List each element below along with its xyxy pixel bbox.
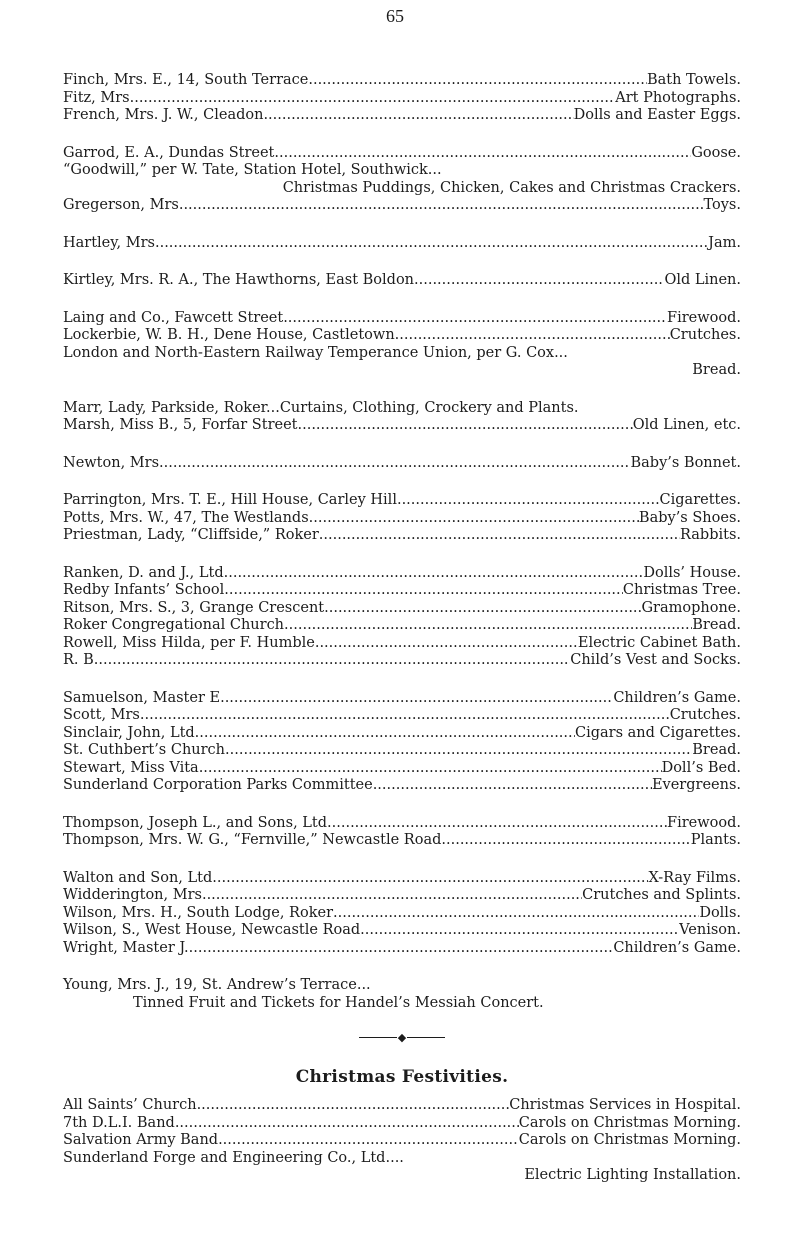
list-entry <box>63 90 741 108</box>
donor-group <box>63 72 741 125</box>
entry-line <box>63 1150 741 1168</box>
donated-item: Art Photographs. <box>615 89 741 106</box>
dot-leader <box>441 832 690 850</box>
dot-leader <box>189 940 614 958</box>
section-title: Christmas Festivities. <box>295 1067 509 1087</box>
donated-item: Rabbits. <box>680 527 741 543</box>
donated-item: Old Linen, etc. <box>632 417 741 433</box>
donor-group <box>63 272 741 290</box>
list-entry <box>63 977 741 1012</box>
donor-group <box>63 400 741 435</box>
dot-leader <box>207 887 583 905</box>
dot-leader <box>298 417 633 435</box>
entry-line <box>63 345 741 363</box>
donor-name: Newton, Mrs. <box>63 454 164 471</box>
donor-name: Scott, Mrs. <box>63 707 145 723</box>
list-entry <box>63 197 741 215</box>
list-entry <box>63 635 741 653</box>
entry-line <box>63 617 741 635</box>
donor-name: St. Cuthbert’s Church <box>63 742 226 758</box>
entry-line <box>63 940 741 958</box>
donor-group <box>63 455 741 473</box>
entry-line <box>63 90 741 108</box>
donor-group <box>63 815 741 850</box>
dot-leader <box>183 197 703 215</box>
donor-name: Lockerbie, W. B. H., Dene House, Castletown <box>63 327 395 343</box>
entry-line <box>63 455 741 473</box>
entry-line <box>63 707 741 725</box>
entry-line <box>63 887 741 905</box>
dot-leader <box>164 455 631 473</box>
list-entry <box>63 905 741 923</box>
donated-item: Doll’s Bed. <box>661 759 741 776</box>
entry-line <box>63 832 741 850</box>
entry-line <box>63 162 741 180</box>
donated-item: Cigars and Cigarettes. <box>575 724 741 741</box>
donor-group <box>63 870 741 958</box>
list-entry <box>63 582 741 600</box>
entry-line <box>63 977 741 995</box>
donations-list <box>63 72 741 1185</box>
donor-group <box>63 145 741 215</box>
dot-leader <box>373 777 652 795</box>
entry-line <box>63 690 741 708</box>
entry-line <box>63 72 741 90</box>
list-entry <box>63 652 741 670</box>
dot-leader <box>199 725 575 743</box>
dot-leader <box>333 905 699 923</box>
list-entry <box>63 777 741 795</box>
list-entry <box>63 617 741 635</box>
list-entry <box>63 760 741 778</box>
entry-line <box>63 527 741 545</box>
list-entry <box>63 1115 741 1133</box>
donated-item: Bath Towels. <box>646 72 741 88</box>
dot-leader <box>199 760 662 778</box>
list-entry <box>63 327 741 345</box>
dot-leader <box>225 690 614 708</box>
donor-name: London and North-Eastern Railway Temperance Union, per G. Cox... <box>63 344 568 361</box>
donor-name: Roker Congregational Church <box>63 617 285 633</box>
entry-line <box>63 905 741 923</box>
list-entry <box>63 310 741 328</box>
donor-name: R. B. <box>63 652 99 668</box>
dot-leader <box>414 272 664 290</box>
donated-item: Electric Cabinet Bath. <box>577 634 741 651</box>
donated-item: Baby’s Bonnet. <box>630 454 741 471</box>
donated-item: Jam. <box>708 234 741 251</box>
entry-line <box>63 565 741 583</box>
list-entry <box>63 527 741 545</box>
entry-line <box>63 235 741 253</box>
dot-leader <box>332 815 667 833</box>
donor-name: Marr, Lady, Parkside, Roker...Curtains, Clothing, Crockery and Plants. <box>63 399 579 416</box>
donor-name: Sunderland Corporation Parks Committee <box>63 777 373 793</box>
donor-name: Thompson, Mrs. W. G., “Fernville,” Newcastle Road <box>63 832 442 848</box>
entry-line <box>63 510 741 528</box>
dot-leader <box>225 742 692 760</box>
donated-item: Goose. <box>691 144 741 161</box>
list-entry <box>63 1150 741 1185</box>
donor-name: Parrington, Mrs. T. E., Hill House, Carley Hill <box>63 492 397 508</box>
entry-line <box>63 777 741 795</box>
donor-name: “Goodwill,” per W. Tate, Station Hotel, Southwick... <box>63 162 442 178</box>
donated-item-continuation: Electric Lighting Installation. <box>524 1167 741 1183</box>
entry-line <box>63 635 741 653</box>
page-number: 65 <box>386 6 404 26</box>
dot-leader <box>145 707 670 725</box>
donor-group <box>63 690 741 795</box>
donated-item: Firewood. <box>667 814 741 831</box>
donor-name: Sunderland Forge and Engineering Co., Ltd.... <box>63 1149 404 1166</box>
list-entry <box>63 1132 741 1150</box>
list-entry <box>63 72 741 90</box>
entry-line <box>63 1097 741 1115</box>
donated-item: Old Linen. <box>664 272 741 288</box>
donor-name: Priestman, Lady, “Cliffside,” Roker <box>63 527 319 543</box>
list-entry <box>63 870 741 888</box>
list-entry <box>63 510 741 528</box>
dot-leader <box>284 617 692 635</box>
donated-item: Child’s Vest and Socks. <box>570 652 741 668</box>
donor-name: Potts, Mrs. W., 47, The Westlands <box>63 509 309 526</box>
donor-group <box>63 977 741 1012</box>
list-entry <box>63 400 741 418</box>
section-divider <box>63 1032 741 1043</box>
entry-line <box>63 310 741 328</box>
donated-item: Dolls’ House. <box>643 564 741 581</box>
donor-group <box>63 235 741 253</box>
dot-leader <box>160 235 709 253</box>
entry-line <box>63 1132 741 1150</box>
dot-leader <box>175 1115 519 1133</box>
list-entry <box>63 145 741 163</box>
list-entry <box>63 1097 741 1115</box>
list-entry <box>63 272 741 290</box>
entry-line <box>63 400 741 418</box>
donated-item: Venison. <box>679 922 741 938</box>
entry-line <box>63 582 741 600</box>
entry-line <box>63 107 741 125</box>
dot-leader <box>98 652 570 670</box>
festivities-list <box>63 1097 741 1185</box>
donated-item-continuation: Bread. <box>692 362 741 378</box>
entry-line <box>63 600 741 618</box>
dot-leader <box>397 492 660 510</box>
donated-item: Crutches. <box>669 327 741 343</box>
donated-item: Baby’s Shoes. <box>638 509 741 526</box>
donated-item-continuation: Christmas Puddings, Chicken, Cakes and Christmas Crackers. <box>282 179 741 196</box>
donated-item: Gramophone. <box>641 599 741 616</box>
list-entry <box>63 707 741 725</box>
entry-line <box>63 652 741 670</box>
donor-name: 7th D.L.I. Band <box>63 1114 175 1131</box>
donated-item: Crutches and Splints. <box>582 887 741 903</box>
donor-name: Samuelson, Master E. <box>63 689 225 706</box>
donor-groups <box>63 72 741 1012</box>
donor-name: Wilson, S., West House, Newcastle Road <box>63 922 361 938</box>
donor-name: Finch, Mrs. E., 14, South Terrace <box>63 72 309 88</box>
donor-name: All Saints’ Church <box>63 1097 197 1113</box>
donor-name: Salvation Army Band <box>63 1132 219 1148</box>
donated-item: Firewood. <box>667 309 741 326</box>
dot-leader <box>274 145 691 163</box>
dot-leader <box>319 527 680 545</box>
entry-line <box>63 272 741 290</box>
donated-item: Dolls. <box>699 904 741 921</box>
donor-name: Kirtley, Mrs. R. A., The Hawthorns, East Boldon <box>63 272 415 288</box>
donated-item: Carols on Christmas Morning. <box>518 1132 741 1148</box>
list-entry <box>63 162 741 197</box>
entry-line <box>63 1115 741 1133</box>
dot-leader <box>134 90 615 108</box>
dot-leader <box>283 310 667 328</box>
dot-leader <box>308 72 647 90</box>
diamond-ornament-icon: ◆ <box>397 1031 407 1044</box>
divider-rule-left <box>359 1037 397 1038</box>
list-entry <box>63 565 741 583</box>
list-entry <box>63 417 741 435</box>
donor-group <box>63 492 741 545</box>
donated-item: Children’s Game. <box>613 939 741 956</box>
list-entry <box>63 492 741 510</box>
donated-item: Dolls and Easter Eggs. <box>573 107 741 123</box>
list-entry <box>63 815 741 833</box>
list-entry <box>63 455 741 473</box>
entry-line <box>63 760 741 778</box>
donated-item: Plants. <box>690 832 741 848</box>
dot-leader <box>395 327 670 345</box>
entry-line <box>63 922 741 940</box>
donated-item: Evergreens. <box>651 777 741 793</box>
donated-item: Carols on Christmas Morning. <box>518 1114 741 1131</box>
entry-line <box>63 815 741 833</box>
list-entry <box>63 922 741 940</box>
donated-item: Bread. <box>692 617 741 633</box>
divider-rule-right <box>407 1037 445 1038</box>
dot-leader <box>224 582 623 600</box>
donor-group <box>63 310 741 380</box>
list-entry <box>63 832 741 850</box>
list-entry <box>63 345 741 380</box>
list-entry <box>63 725 741 743</box>
donated-item: Children’s Game. <box>613 689 741 706</box>
donor-name: Thompson, Joseph L., and Sons, Ltd. <box>63 814 332 831</box>
donated-item-continuation: Tinned Fruit and Tickets for Handel’s Messiah Concert. <box>133 994 544 1011</box>
dot-leader <box>309 510 639 528</box>
entry-line <box>63 725 741 743</box>
dot-leader <box>228 565 643 583</box>
donor-name: Redby Infants’ School <box>63 582 225 598</box>
donor-name: Walton and Son, Ltd. <box>63 869 217 886</box>
donated-item: Christmas Tree. <box>622 582 741 598</box>
entry-line <box>63 197 741 215</box>
donated-item: Bread. <box>692 742 741 758</box>
donor-name: Young, Mrs. J., 19, St. Andrew’s Terrace... <box>63 977 371 993</box>
donor-name: French, Mrs. J. W., Cleadon <box>63 107 264 123</box>
donor-name: Laing and Co., Fawcett Street <box>63 309 284 326</box>
donor-name: Stewart, Miss Vita <box>63 759 199 776</box>
donor-name: Hartley, Mrs. <box>63 234 160 251</box>
donor-name: Ranken, D. and J., Ltd. <box>63 564 229 581</box>
entry-line <box>63 742 741 760</box>
donor-name: Sinclair, John, Ltd. <box>63 724 200 741</box>
list-entry <box>63 742 741 760</box>
entry-line <box>63 417 741 435</box>
dot-leader <box>360 922 679 940</box>
donated-item: X-Ray Films. <box>648 869 741 886</box>
dot-leader <box>324 600 641 618</box>
donor-name: Wright, Master J. <box>63 939 189 956</box>
donor-group <box>63 565 741 670</box>
list-entry <box>63 600 741 618</box>
dot-leader <box>217 870 649 888</box>
donor-name: Wilson, Mrs. H., South Lodge, Roker <box>63 904 334 921</box>
donor-name: Fitz, Mrs. <box>63 89 135 106</box>
dot-leader <box>315 635 578 653</box>
donated-item: Christmas Services in Hospital. <box>509 1097 741 1113</box>
entry-line <box>63 870 741 888</box>
donated-item: Crutches. <box>669 707 741 723</box>
donor-name: Garrod, E. A., Dundas Street <box>63 144 275 161</box>
donor-name: Marsh, Miss B., 5, Forfar Street <box>63 417 298 433</box>
dot-leader <box>263 107 573 125</box>
dot-leader <box>218 1132 519 1150</box>
list-entry <box>63 887 741 905</box>
list-entry <box>63 235 741 253</box>
donor-name: Widderington, Mrs. <box>63 887 207 903</box>
donated-item: Cigarettes. <box>659 492 741 508</box>
entry-line <box>63 145 741 163</box>
entry-line <box>63 327 741 345</box>
list-entry <box>63 107 741 125</box>
donor-name: Rowell, Miss Hilda, per F. Humble <box>63 634 315 651</box>
donated-item: Toys. <box>703 197 741 213</box>
donor-name: Ritson, Mrs. S., 3, Grange Crescent <box>63 599 325 616</box>
entry-line <box>63 492 741 510</box>
donor-name: Gregerson, Mrs. <box>63 197 184 213</box>
dot-leader <box>197 1097 510 1115</box>
list-entry <box>63 940 741 958</box>
list-entry <box>63 690 741 708</box>
